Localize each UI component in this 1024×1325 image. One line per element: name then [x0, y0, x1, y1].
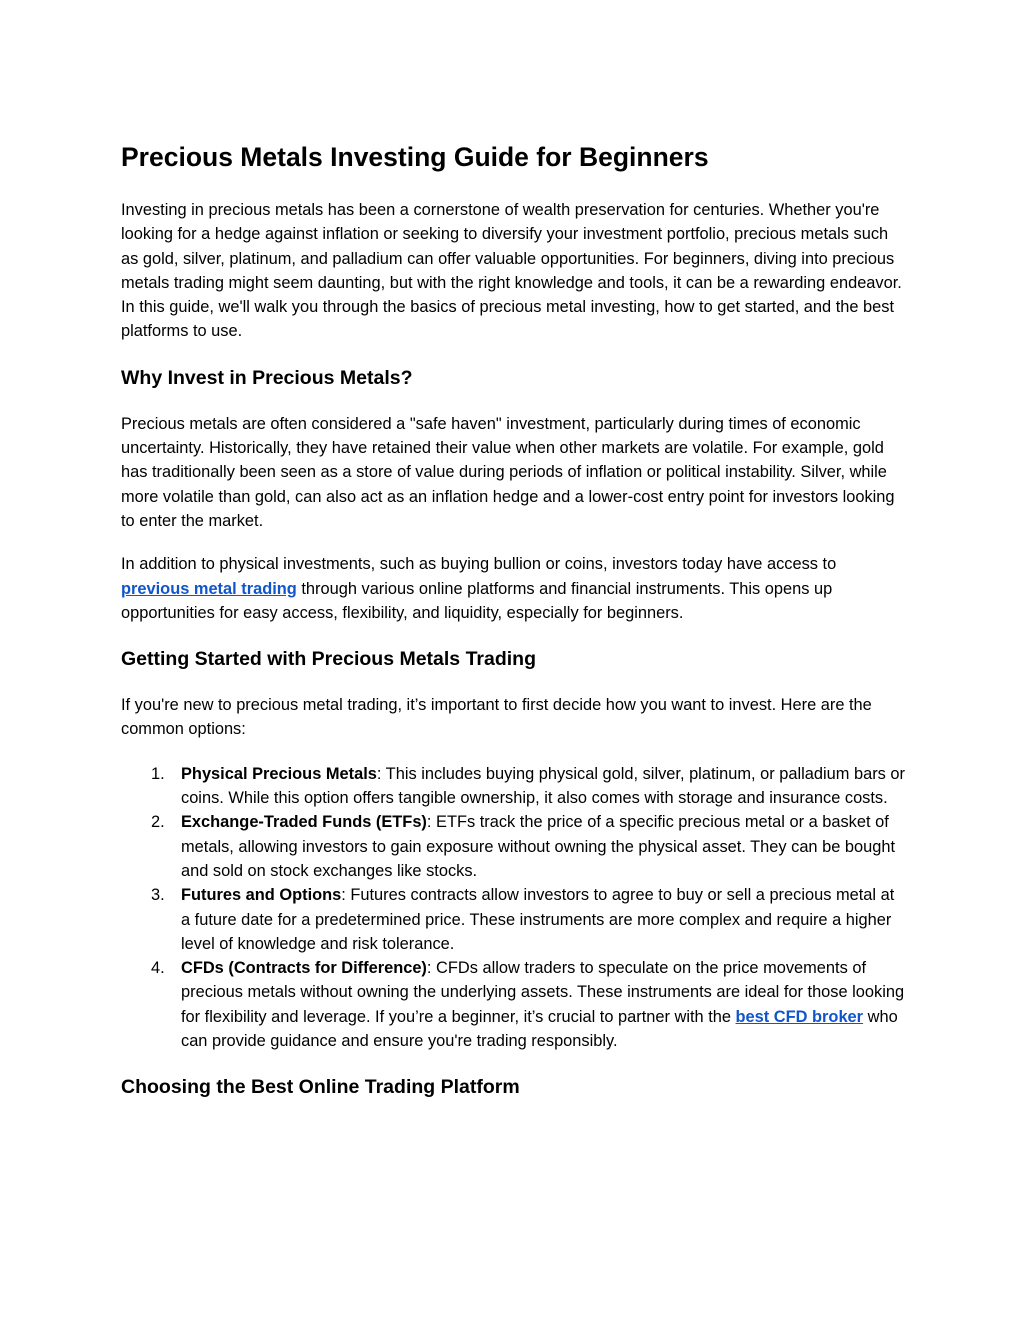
best-cfd-broker-link[interactable]: best CFD broker [735, 1007, 864, 1026]
list-item-text: : CFDs allow traders to speculate on the price movements of precious metals without owning the underlying assets. These instruments are ideal for those looking for flexibility and leverage. If you’re a beginner, it’s crucial to partner with the [181, 959, 905, 1026]
section-heading-why-invest: Why Invest in Precious Metals? [121, 366, 413, 389]
list-number: 1. [151, 764, 165, 783]
section-heading-choosing-platform: Choosing the Best Online Trading Platform [121, 1076, 520, 1099]
list-item-text: : This includes buying physical gold, silver, platinum, or palladium bars or coins. While this option offers tangible ownership, it also comes with storage and insurance costs. [181, 764, 905, 808]
list-item-text: : Futures contracts allow investors to agree to buy or sell a precious metal at a future date for a predetermined price. These instruments are more complex and require a higher level of knowledge and risk tolerance. [181, 886, 895, 953]
intro-paragraph: Investing in precious metals has been a cornerstone of wealth preservation for centuries. Whether you're looking for a hedge against inflation or seeking to diversify your investment portfolio, precious metals such as gold, silver, platinum, and palladium can offer valuable opportunities. For beginners, diving into precious metals trading might seem daunting, but with the right knowledge and tools, it can be a rewarding endeavor. In this guide, we'll walk you through the basics of precious metal investing, how to get started, and the best platforms to use. [121, 201, 902, 341]
list-item-term: Physical Precious Metals [181, 764, 377, 783]
list-item-term: Exchange-Traded Funds (ETFs) [181, 813, 427, 832]
getting-started-intro: If you're new to precious metal trading, it’s important to first decide how you want to invest. Here are the common options: [121, 696, 872, 739]
document-page [121, 138, 907, 1101]
list-item-term: CFDs (Contracts for Difference) [181, 959, 427, 978]
list-item-term: Futures and Options [181, 886, 342, 905]
list-item [121, 956, 907, 1053]
list-item-text: : ETFs track the price of a specific precious metal or a basket of metals, allowing investors to gain exposure without owning the physical asset. They can be bought and sold on stock exchanges like stocks. [181, 813, 896, 880]
list-item [121, 883, 907, 956]
investment-options-list [121, 762, 907, 1054]
list-item-text: who can provide guidance and ensure you're trading responsibly. [181, 1007, 898, 1051]
text-span: In addition to physical investments, such as buying bullion or coins, investors today have access to [121, 555, 837, 574]
list-item [121, 810, 907, 883]
text-span: through various online platforms and financial instruments. This opens up opportunities for easy access, flexibility, and liquidity, especially for beginners. [121, 579, 833, 622]
why-invest-paragraph-1: Precious metals are often considered a "safe haven" investment, particularly during times of economic uncertainty. Historically, they have retained their value when other markets are volatile. For example, gold has traditionally been seen as a store of value during periods of inflation or political instability. Silver, while more volatile than gold, can also act as an inflation hedge and a lower-cost entry point for investors looking to enter the market. [121, 414, 895, 530]
previous-metal-trading-link[interactable]: previous metal trading [121, 579, 297, 598]
list-number: 2. [151, 813, 165, 832]
section-heading-getting-started: Getting Started with Precious Metals Trading [121, 648, 536, 671]
list-item [121, 762, 907, 811]
why-invest-paragraph-2 [121, 552, 907, 625]
page-title: Precious Metals Investing Guide for Beginners [121, 142, 709, 172]
list-number: 4. [151, 959, 165, 978]
list-number: 3. [151, 886, 165, 905]
